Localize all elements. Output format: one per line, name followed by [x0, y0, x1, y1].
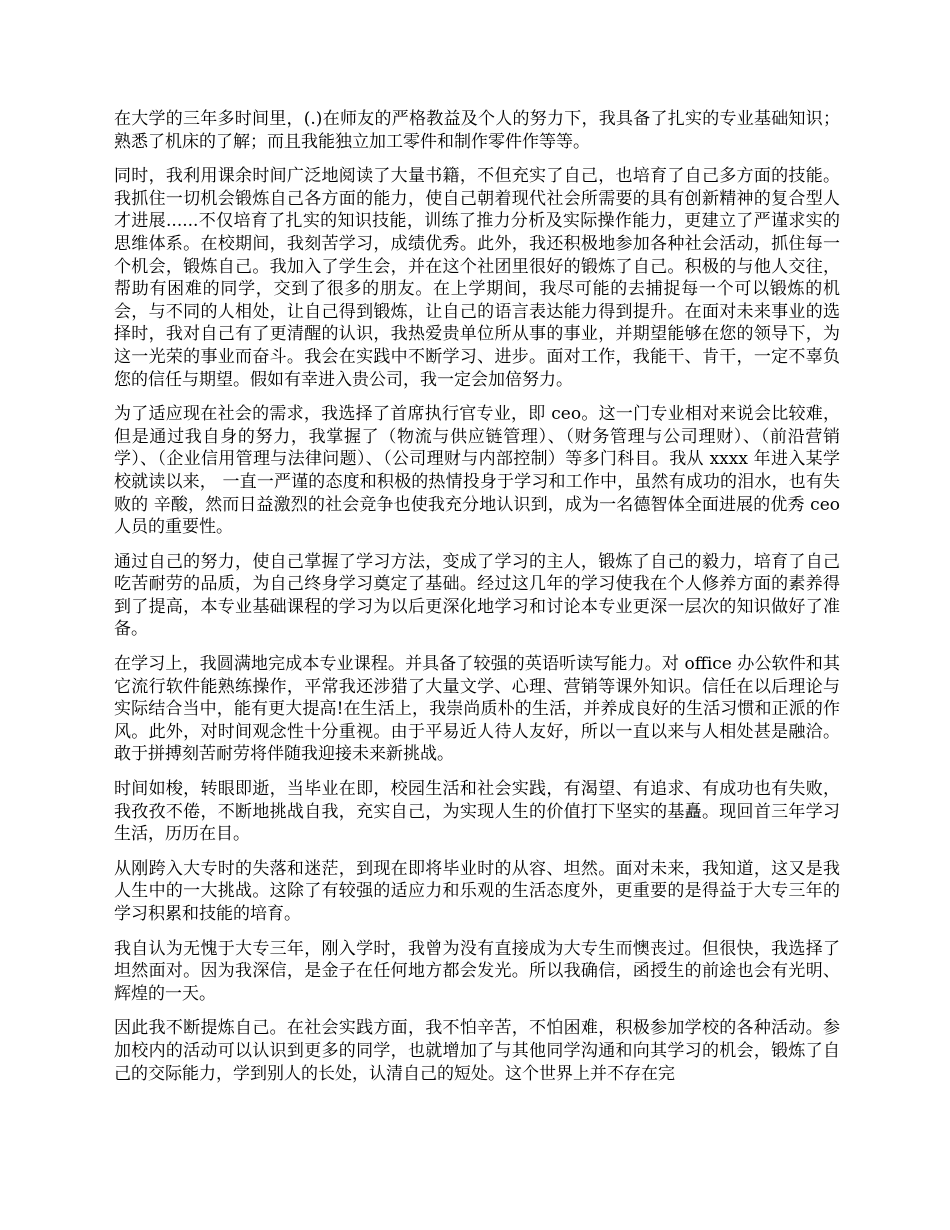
paragraph-8: 我自认为无愧于大专三年，刚入学时，我曾为没有直接成为大专生而懊丧过。但很快，我选择了坦然面对。因为我深信，是金子在任何地方都会发光。所以我确信，函授生的前途也会有光明、辉煌的一天。 — [114, 938, 840, 1004]
document-body — [114, 108, 840, 1097]
paragraph-6: 时间如梭，转眼即逝，当毕业在即，校园生活和社会实践，有渴望、有追求、有成功也有失败，我孜孜不倦，不断地挑战自我，充实自己，为实现人生的价值打下坚实的基矗。现回首三年学习生活，历历在目。 — [114, 779, 840, 845]
paragraph-3: 为了适应现在社会的需求，我选择了首席执行官专业，即 ceo。这一门专业相对来说会比较难，但是通过我自身的努力，我掌握了（物流与供应链管理）、（财务管理与公司理财）、（前沿营销学）、（企业信用管理与法律问题）、（公司理财与内部控制）等多门科目。我从 xxxx 年进入某学校就读以来， 一直一严谨的态度和积极的热情投身于学习和工作中，虽然有成功的泪水，也有失败的 辛酸，然而日益激烈的社会竞争也使我充分地认识到，成为一名德智体全面进展的优秀 ceo 人员的重要性。 — [114, 404, 840, 538]
paragraph-9: 因此我不断提炼自己。在社会实践方面，我不怕辛苦，不怕困难，积极参加学校的各种活动。参加校内的活动可以认识到更多的同学，也就增加了与其他同学沟通和向其学习的机会，锻炼了自己的交际能力，学到别人的长处，认清自己的短处。这个世界上并不存在完 — [114, 1018, 840, 1084]
paragraph-2: 同时，我利用课余时间广泛地阅读了大量书籍，不但充实了自己，也培育了自己多方面的技能。我抓住一切机会锻炼自己各方面的能力，使自己朝着现代社会所需要的具有创新精神的复合型人才进展......不仅培育了扎实的知识技能，训练了推力分析及实际操作能力，更建立了严谨求实的思维体系。在校期间，我刻苦学习，成绩优秀。此外，我还积极地参加各种社会活动，抓住每一个机会，锻炼自己。我加入了学生会，并在这个社团里很好的锻炼了自己。积极的与他人交往，帮助有困难的同学，交到了很多的朋友。在上学期间，我尽可能的去捕捉每一个可以锻炼的机会，与不同的人相处，让自己得到锻炼，让自己的语言表达能力得到提升。在面对未来事业的选择时，我对自己有了更清醒的认识，我热爱贵单位所从事的事业，并期望能够在您的领导下，为这一光荣的事业而奋斗。我会在实践中不断学习、进步。面对工作，我能干、肯干，一定不辜负您的信任与期望。假如有幸进入贵公司，我一定会加倍努力。 — [114, 166, 840, 390]
paragraph-7: 从刚跨入大专时的失落和迷茫，到现在即将毕业时的从容、坦然。面对未来，我知道，这又是我人生中的一大挑战。这除了有较强的适应力和乐观的生活态度外，更重要的是得益于大专三年的学习积累和技能的培育。 — [114, 858, 840, 924]
paragraph-4: 通过自己的努力，使自己掌握了学习方法，变成了学习的主人，锻炼了自己的毅力，培育了自己吃苦耐劳的品质，为自己终身学习奠定了基础。经过这几年的学习使我在个人修养方面的素养得到了提高，本专业基础课程的学习为以后更深化地学习和讨论本专业更深一层次的知识做好了准备。 — [114, 551, 840, 640]
paragraph-1: 在大学的三年多时间里，(.)在师友的严格教益及个人的努力下，我具备了扎实的专业基础知识；熟悉了机床的了解；而且我能独立加工零件和制作零件作等等。 — [114, 109, 840, 152]
paragraph-5: 在学习上，我圆满地完成本专业课程。并具备了较强的英语听读写能力。对 office 办公软件和其它流行软件能熟练操作，平常我还涉猎了大量文学、心理、营销等课外知识。信任在以后理论与实际结合当中，能有更大提高!在生活上，我崇尚质朴的生活，并养成良好的生活习惯和正派的作风。此外，对时间观念性十分重视。由于平易近人待人友好，所以一直以来与人相处甚是融洽。敢于拼搏刻苦耐劳将伴随我迎接未来新挑战。 — [114, 654, 840, 765]
